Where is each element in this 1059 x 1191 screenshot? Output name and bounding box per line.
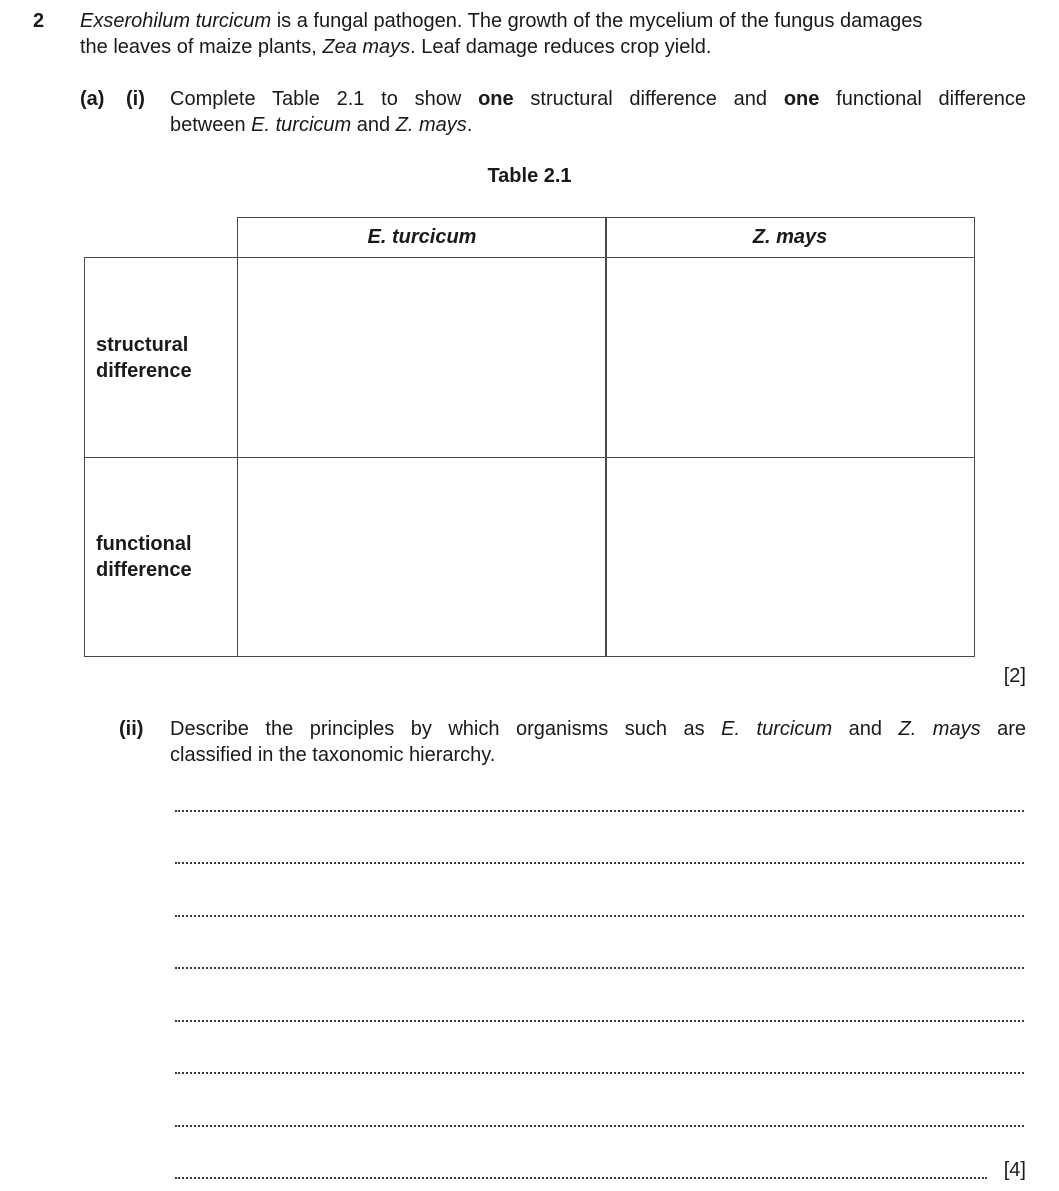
part-i-taxon-a: E. turcicum	[251, 114, 352, 136]
row-label-functional-line2: difference	[96, 559, 192, 581]
answer-line[interactable]	[175, 1072, 1024, 1074]
part-i-text-mid: structural difference and	[513, 88, 784, 110]
answer-cell-structural-z-mays[interactable]	[605, 257, 975, 458]
part-ii-text-mid: and	[832, 718, 899, 740]
taxon-exserohilum: Exserohilum turcicum	[80, 10, 272, 32]
part-i-taxon-b: Z. mays	[395, 114, 467, 136]
column-header-z-mays: Z. mays	[605, 217, 975, 258]
part-i-bold-one-2: one	[783, 88, 820, 110]
answer-line[interactable]	[175, 915, 1024, 917]
answer-line[interactable]	[175, 1020, 1024, 1022]
part-i-bold-one-1: one	[478, 88, 514, 110]
part-i-text-post: functional difference	[819, 88, 1027, 110]
answer-line[interactable]	[175, 810, 1024, 812]
row-label-functional-line1: functional	[96, 533, 192, 555]
answer-line[interactable]	[175, 1177, 987, 1179]
row-label-structural-line1: structural	[96, 333, 189, 356]
taxon-zea-mays: Zea mays	[322, 36, 411, 58]
part-i-line2-post: .	[466, 114, 473, 136]
answer-line[interactable]	[175, 862, 1024, 864]
part-ii-prompt	[170, 716, 1026, 768]
part-i-line2-pre: between	[170, 114, 252, 136]
mark-part-i: [2]	[1003, 665, 1026, 687]
part-a-label: (a)	[80, 88, 105, 110]
part-ii-text-pre: Describe the principles by which organisms such as	[170, 718, 722, 740]
mark-part-ii: [4]	[1003, 1159, 1026, 1181]
table-caption: Table 2.1	[487, 165, 572, 187]
intro-text-1: is a fungal pathogen. The growth of the mycelium of the fungus damages	[271, 10, 923, 32]
intro-text-3: . Leaf damage reduces crop yield.	[410, 36, 712, 58]
answer-line[interactable]	[175, 1125, 1024, 1127]
answer-cell-functional-e-turcicum[interactable]	[237, 457, 607, 657]
part-ii-line2: classified in the taxonomic hierarchy.	[170, 744, 496, 766]
part-ii-text-post: are	[980, 718, 1027, 740]
row-label-structural	[84, 257, 238, 458]
column-header-e-turcicum: E. turcicum	[237, 217, 607, 258]
part-ii-label: (ii)	[119, 718, 144, 740]
answer-cell-functional-z-mays[interactable]	[605, 457, 975, 657]
question-number: 2	[33, 10, 45, 32]
part-i-text-pre: Complete Table 2.1 to show	[170, 88, 479, 110]
part-i-label: (i)	[126, 88, 145, 110]
intro-text-2: the leaves of maize plants,	[80, 36, 323, 58]
part-ii-taxon-a: E. turcicum	[721, 718, 833, 740]
part-i-line2-mid: and	[351, 114, 396, 136]
answer-line[interactable]	[175, 967, 1024, 969]
part-i-prompt	[170, 86, 1026, 138]
row-label-structural-line2: difference	[96, 359, 192, 382]
answer-cell-structural-e-turcicum[interactable]	[237, 257, 607, 458]
question-intro	[80, 8, 1026, 60]
part-ii-taxon-b: Z. mays	[898, 718, 981, 740]
row-label-functional	[84, 457, 238, 657]
